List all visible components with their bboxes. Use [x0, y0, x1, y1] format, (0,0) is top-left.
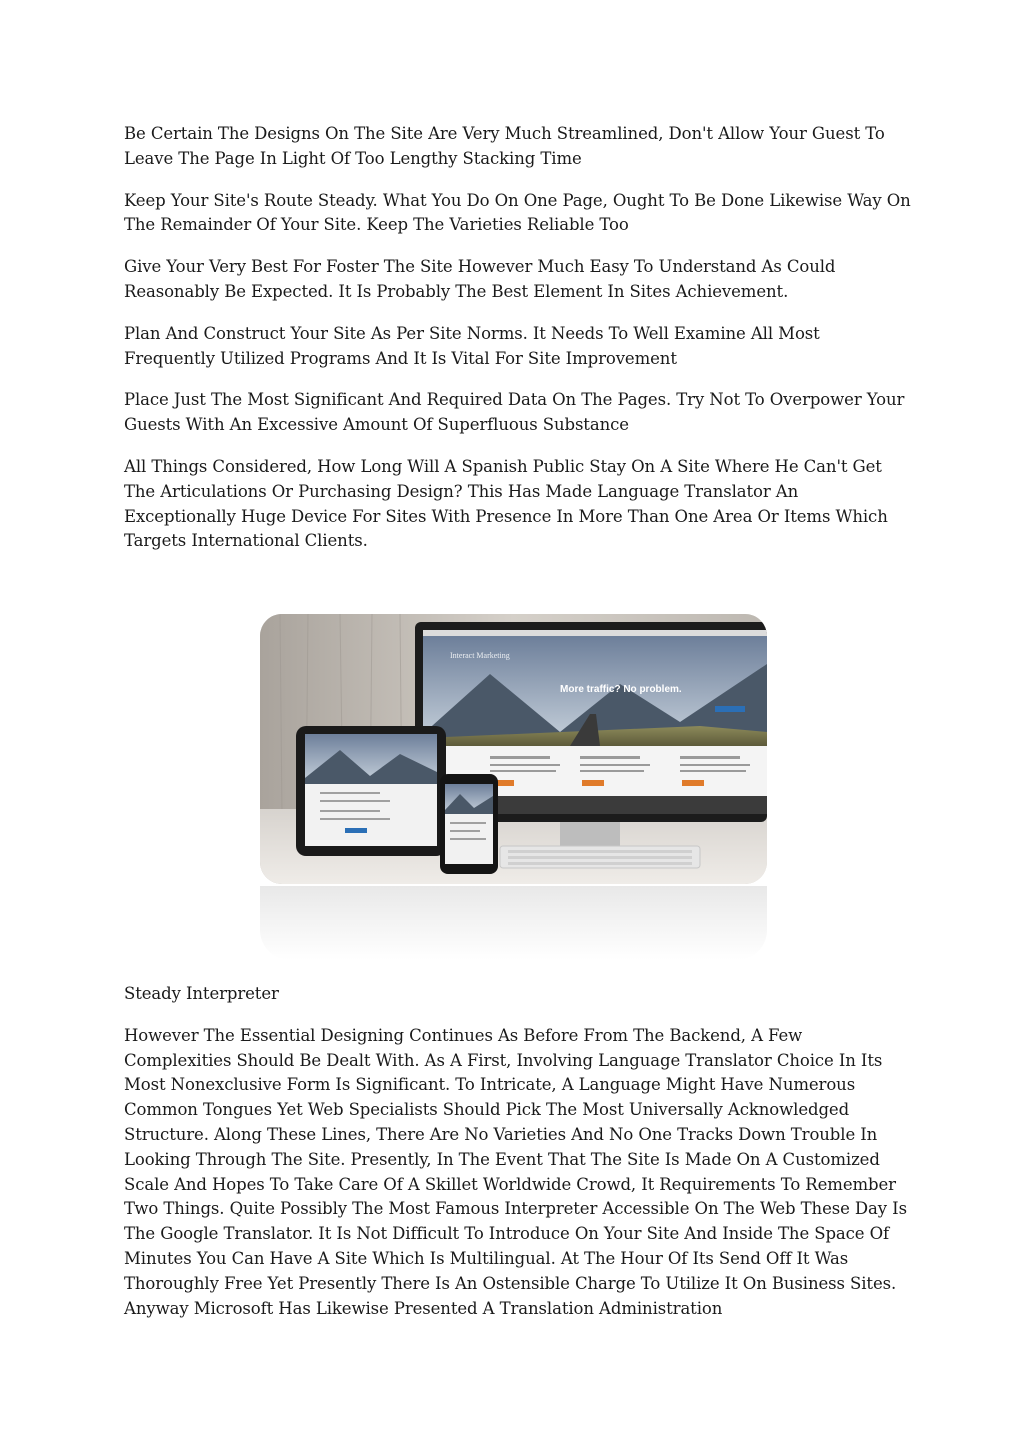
intro-text-block	[124, 122, 914, 554]
photo-reflection	[260, 886, 767, 960]
section-heading: Steady Interpreter	[124, 984, 279, 1003]
responsive-devices-photo	[260, 614, 767, 884]
paragraph: Plan And Construct Your Site As Per Site Norms. It Needs To Well Examine All Most Frequently Utilized Programs And It Is Vital For Site Improvement	[124, 323, 820, 368]
section-text-block	[124, 982, 914, 1321]
paragraph: Be Certain The Designs On The Site Are Very Much Streamlined, Don't Allow Your Guest To Leave The Page In Light Of Too Lengthy Stacking Time	[124, 124, 885, 168]
paragraph: However The Essential Designing Continues As Before From The Backend, A Few Complexities Should Be Dealt With. As A First, Involving Language Translator Choice In Its Most Nonexclusive Form Is Significant. To Intricate, A Language Might Have Numerous Common Tongues Yet Web Specialists Should Pick The Most Universally Acknowledged Structure. Along These Lines, There Are No Varieties And No One Tracks Down Trouble In Looking Through The Site. Presently, In The Event That The Site Is Made On A Customized Scale And Hopes To Take Care Of A Skillet Worldwide Crowd, It Requirements To Remember Two Things. Quite Possibly The Most Famous Interpreter Accessible On The Web These Day Is The Google Translator. It Is Not Difficult To Introduce On Your Site And Inside The Space Of Minutes You Can Have A Site Which Is Multilingual. At The Hour Of Its Send Off It Was Thoroughly Free Yet Presently There Is An Ostensible Charge To Utilize It On Business Sites. Anyway Microsoft Has Likewise Presented A Translation Administration	[124, 1025, 907, 1318]
screen-headline: More traffic? No problem.	[560, 684, 682, 695]
paragraph: Keep Your Site's Route Steady. What You Do On One Page, Ought To Be Done Likewise Way On The Remainder Of Your Site. Keep The Varieties Reliable Too	[124, 190, 911, 235]
paragraph: Give Your Very Best For Foster The Site However Much Easy To Understand As Could Reasonably Be Expected. It Is Probably The Best Element In Sites Achievement.	[124, 257, 836, 301]
paragraph: All Things Considered, How Long Will A Spanish Public Stay On A Site Where He Can't Get The Articulations Or Purchasing Design? This Has Made Language Translator An Exceptionally Huge Device For Sites With Presence In More Than One Area Or Items Which Targets International Clients.	[124, 456, 888, 551]
devices-photo-figure	[260, 614, 767, 960]
screen-brand: Interact Marketing	[450, 651, 510, 660]
paragraph: Place Just The Most Significant And Required Data On The Pages. Try Not To Overpower Your Guests With An Excessive Amount Of Superfluous Substance	[124, 390, 905, 435]
